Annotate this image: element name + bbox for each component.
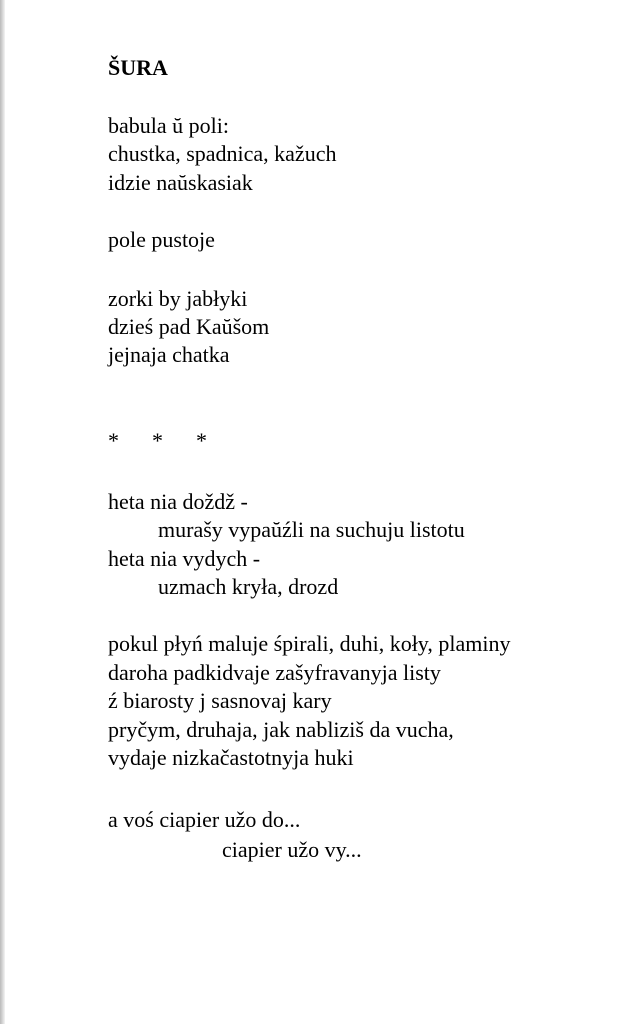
poem-line: pryčym, druhaja, jak nabliziš da vucha, (108, 717, 454, 742)
poem-line: daroha padkidvaje zašyfravanyja listy (108, 660, 441, 685)
poem-line: babula ŭ poli: (108, 113, 229, 138)
poem-line: heta nia doždž - (108, 489, 248, 514)
separator-asterisk: * (196, 428, 207, 453)
poem-line: jejnaja chatka (108, 342, 230, 367)
poem-line-indented: uzmach kryła, drozd (158, 574, 339, 599)
poem-line: ź biarosty j sasnovaj kary (108, 688, 332, 713)
poem-line: a voś ciapier užo do... (108, 807, 301, 832)
poem-line: vydaje nizkačastotnyja huki (108, 745, 354, 770)
page-left-edge (0, 0, 5, 1024)
poem-line: chustka, spadnica, kažuch (108, 141, 337, 166)
separator-asterisk: * (108, 428, 119, 453)
poem-line: idzie naŭskasiak (108, 170, 253, 195)
poem-line: pole pustoje (108, 227, 215, 252)
poem-line: dzieś pad Kaŭšom (108, 314, 270, 339)
poem-line: pokul płyń maluje śpirali, duhi, koły, plaminy (108, 631, 511, 656)
poem-line-indented: murašy vypaŭźli na suchuju listotu (158, 517, 465, 542)
poem-title: ŠURA (108, 55, 168, 80)
separator-asterisk: * (152, 428, 163, 453)
poem-line: heta nia vydych - (108, 546, 261, 571)
poem-line-indented: ciapier užo vy... (222, 837, 362, 862)
poem-line: zorki by jabłyki (108, 286, 248, 311)
